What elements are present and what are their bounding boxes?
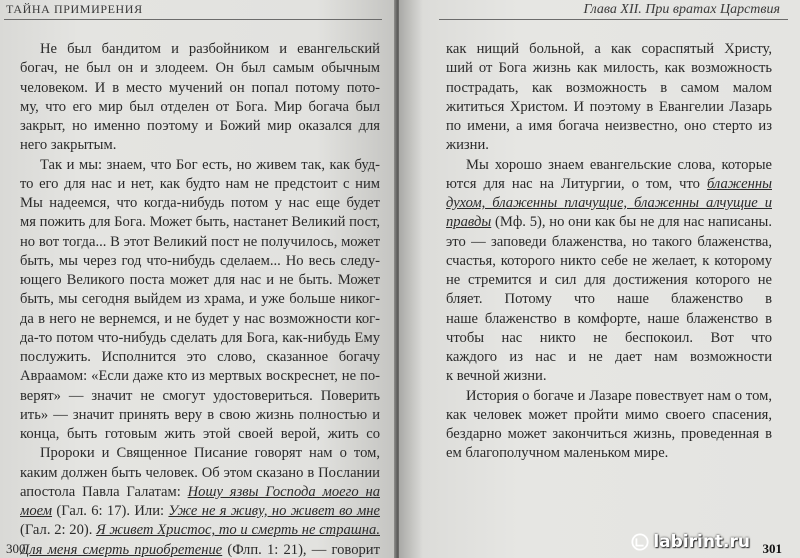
text-segment: но вот тогда... В этот Великий пост не получилось, может <box>20 233 380 250</box>
labirint-logo-icon <box>631 533 649 551</box>
text-segment: Так и мы: знаем, что Бог есть, но живем так, как буд- <box>40 156 380 173</box>
text-segment: каждого из нас и не дает нам возможности <box>446 349 772 365</box>
text-line <box>446 59 772 78</box>
text-line <box>20 271 380 290</box>
text-line <box>20 483 380 502</box>
text-segment: му, что его мир был отделен от Бога. Мир богача был <box>20 98 380 115</box>
text-line <box>20 290 380 309</box>
text-segment: (Мф. 5), но они как бы не для нас написаны. <box>494 214 772 231</box>
text-line <box>446 156 772 175</box>
running-head-right: Глава XII. При вратах Царствия <box>583 2 780 17</box>
watermark <box>631 532 750 552</box>
text-segment: к вечной жизни. <box>446 368 547 385</box>
text-line <box>446 271 772 290</box>
left-page <box>0 0 396 558</box>
text-line <box>20 329 380 348</box>
text-segment: Не был бандитом и разбойником и евангельский <box>40 41 380 57</box>
text-line <box>20 502 380 521</box>
text-line <box>446 252 772 271</box>
text-segment: него закрытым. <box>20 137 117 154</box>
text-line <box>20 136 380 155</box>
text-segment: да-то потом что-нибудь сделать для Бога, как-нибудь Ему <box>20 329 380 346</box>
left-page-text <box>20 40 380 558</box>
right-page-text <box>446 40 772 464</box>
text-segment: История о богаче и Лазаре повествует нам о том, <box>466 387 772 404</box>
text-line <box>446 406 772 425</box>
text-segment: да в него не вернемся, и не будет у нас возможности ког- <box>20 310 380 327</box>
text-segment: (Флп. 1: 21), — говорит <box>227 541 380 558</box>
text-segment: духом, блаженны плачущие, блаженны алчущие и <box>446 195 772 211</box>
text-line <box>20 98 380 117</box>
text-segment: жизни. <box>446 137 489 154</box>
text-line <box>20 233 380 252</box>
watermark-text: labirint.ru <box>653 532 750 552</box>
text-line <box>20 40 380 59</box>
text-line <box>20 213 380 232</box>
text-segment: чтобы нас никто не беспокоил. Вот что <box>446 329 772 346</box>
text-line <box>20 425 380 444</box>
text-segment: Авраамом: «Если даже кто из мертвых воскреснет, не по- <box>20 368 380 385</box>
text-line <box>446 290 772 309</box>
text-segment: Мы хорошо знаем евангельские слова, которые <box>466 156 772 173</box>
text-segment: то его для нас и нет, как будто нам не предстоит с ним <box>20 175 380 192</box>
text-line <box>20 117 380 136</box>
text-segment: быть, мы сегодня выйдем из храма, и уже больше никог- <box>20 291 380 308</box>
text-segment: как нищий больной, а как сораспятый Христу, <box>446 41 772 57</box>
text-segment: наше блаженство в комфорте, наше блаженство в <box>446 310 772 327</box>
text-segment: быть, мы через год что-нибудь сделаем... Но весь следу- <box>20 252 380 269</box>
text-segment: человеком. И в место мучений он попал потому пото- <box>20 79 380 96</box>
text-segment: бляет. Потому что наше блаженство в <box>446 291 772 308</box>
text-segment: ший от Бога жизнь как милость, как возможность <box>446 60 772 77</box>
text-segment: закрыт, но именно поэтому и Божий мир оказался для <box>20 118 380 134</box>
text-segment: Для меня смерть приобретение <box>20 541 223 558</box>
text-segment: (Гал. 6: 17). Или: <box>52 503 169 519</box>
text-segment: ем благополучном маленьком мире. <box>446 445 669 462</box>
text-line <box>20 348 380 367</box>
text-line <box>20 387 380 406</box>
text-segment: верят» — значит не смогут удостовериться. Поверить <box>20 387 380 404</box>
text-line <box>20 175 380 194</box>
text-line <box>446 233 772 252</box>
text-line <box>446 79 772 98</box>
text-line <box>20 310 380 329</box>
text-line <box>446 367 772 386</box>
text-segment: конца, быть готовым жить этой своей верой, жить со <box>20 426 380 442</box>
text-segment: послужить. Исполнится это слово, сказанное богачу <box>20 349 380 365</box>
text-line <box>446 310 772 329</box>
page-number-right: 301 <box>762 541 782 556</box>
text-segment: Пророки и Священное Писание говорят нам о том, <box>40 445 380 462</box>
text-segment: не стремится и сил для достижения которого не <box>446 272 772 288</box>
text-segment: ются для нас на Литургии, о том, что <box>446 175 707 192</box>
text-line <box>20 59 380 78</box>
text-line <box>20 464 380 483</box>
text-line <box>446 329 772 348</box>
text-segment: счастья, которого никто себе не желает, к которому <box>446 252 772 269</box>
text-segment: мя пожить для Бога. Может быть, настанет Великий пост, <box>20 214 380 231</box>
text-line <box>446 117 772 136</box>
text-line <box>446 425 772 444</box>
text-line <box>20 156 380 175</box>
right-page <box>399 0 800 558</box>
text-segment: Я живет Христос, то и смерть не страшна. <box>96 522 380 539</box>
text-segment: (Гал. 2: 20). <box>20 522 97 539</box>
page-number-left: 300 <box>6 541 26 556</box>
text-line <box>446 213 772 232</box>
text-segment: моем <box>20 503 53 519</box>
text-line <box>20 444 380 463</box>
text-line <box>446 194 772 213</box>
text-line <box>20 79 380 98</box>
text-segment: это — заповеди блаженства, но такого блаженства, <box>446 233 772 250</box>
text-line <box>20 367 380 386</box>
text-segment: по имени, а имя богача неизвестно, оно стерто из <box>446 118 772 134</box>
running-head-left: ТАЙНА ПРИМИРЕНИЯ <box>6 2 143 16</box>
text-line <box>446 175 772 194</box>
text-segment: бездарно может закончиться жизнь, проведенная в <box>446 426 772 442</box>
text-segment: Уже не я живу, но живет во мне <box>168 503 380 519</box>
text-segment: пострадать, как возможность в самом малом <box>446 79 772 96</box>
text-segment: Мы надеемся, что когда-нибудь потом у нас еще будет <box>20 195 380 211</box>
text-segment: богач, не был он и злодеем. Он был самым обычным <box>20 60 380 77</box>
header-rule-right <box>439 19 788 20</box>
header-rule-left <box>4 19 382 20</box>
text-line <box>20 194 380 213</box>
text-line <box>446 387 772 406</box>
text-line <box>446 444 772 463</box>
text-segment: как человек может пройти мимо своего спасения, <box>446 406 772 423</box>
text-line <box>446 98 772 117</box>
text-segment: жититься Христом. И поэтому в Евангелии Лазарь <box>446 98 772 115</box>
text-segment: правды <box>446 214 492 231</box>
text-line <box>20 252 380 271</box>
text-line <box>20 541 380 558</box>
text-segment: апостола Павла Галатам: <box>20 483 188 500</box>
text-line <box>446 136 772 155</box>
text-segment: каким должен быть человек. Об этом сказано в Послании <box>20 464 380 481</box>
text-segment: ющего Великого поста может для нас и не быть. Может <box>20 272 380 288</box>
text-segment: Ношу язвы Господа моего на <box>187 483 380 500</box>
text-line <box>20 406 380 425</box>
text-line <box>446 40 772 59</box>
text-segment: ить» — значит принять веру в свою жизнь полностью и <box>20 406 380 423</box>
text-line <box>446 348 772 367</box>
text-line <box>20 521 380 540</box>
text-segment: блаженны <box>706 175 772 192</box>
